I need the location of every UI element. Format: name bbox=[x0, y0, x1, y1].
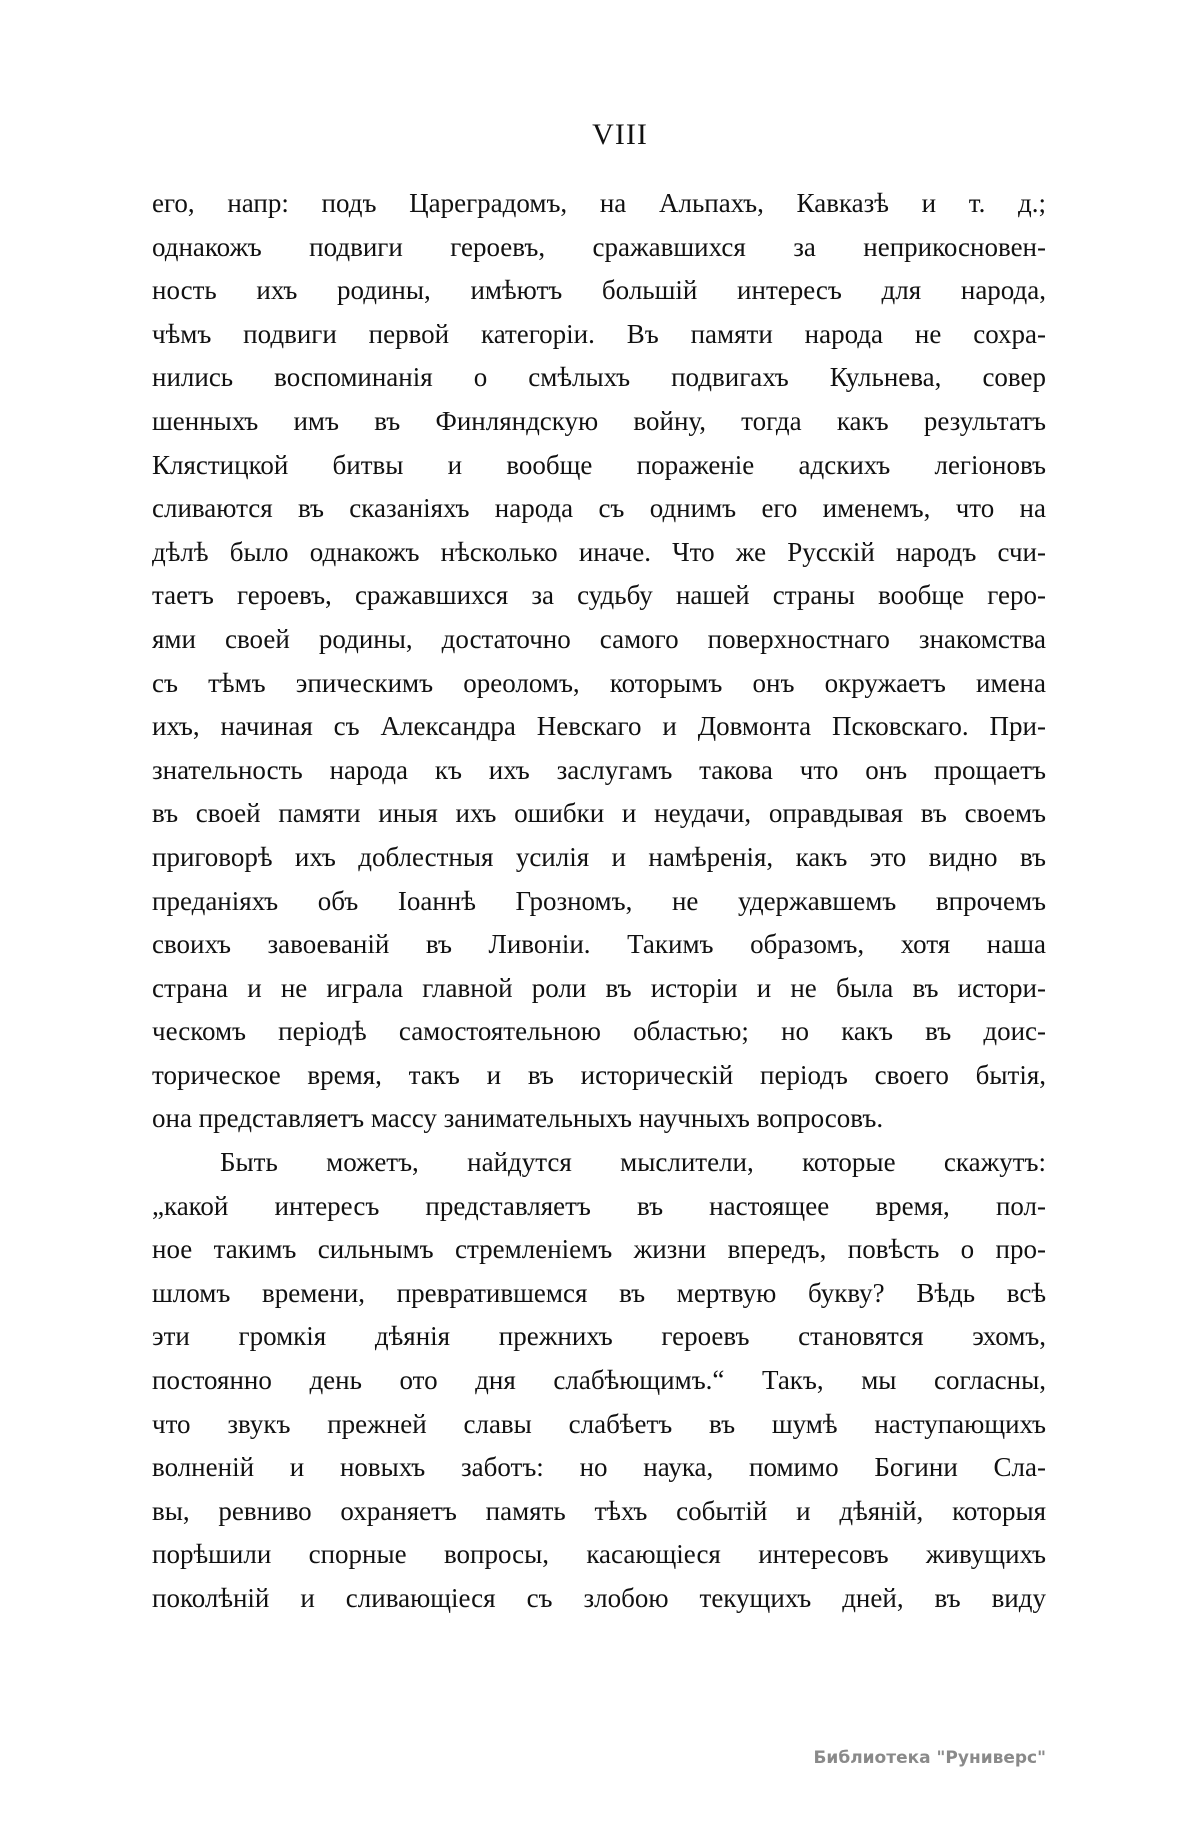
text-line: ями своей родины, достаточно самого поверхностнаго знакомства bbox=[152, 623, 1046, 654]
library-watermark: Библиотека "Руниверс" bbox=[813, 1748, 1046, 1768]
text-line: постоянно день ото дня слабѣющимъ.“ Такъ, мы согласны, bbox=[152, 1365, 1046, 1396]
text-line: ность ихъ родины, имѣютъ большiй интересъ для народа, bbox=[152, 275, 1046, 306]
text-line: преданiяхъ объ Iоаннѣ Грозномъ, не удержавшемъ впрочемъ bbox=[152, 885, 1046, 916]
text-line: шломъ времени, превратившемся въ мертвую букву? Вѣдь всѣ bbox=[152, 1277, 1046, 1308]
text-line: шенныхъ имъ въ Финляндскую войну, тогда какъ результатъ bbox=[152, 405, 1046, 436]
text-line: торическое время, такъ и въ историческiй перiодъ своего бытiя, bbox=[152, 1059, 1046, 1090]
paragraph-start-line: Быть можетъ, найдутся мыслители, которые скажутъ: bbox=[220, 1147, 1046, 1178]
page-number: VIII bbox=[592, 118, 648, 151]
text-line: таетъ героевъ, сражавшихся за судьбу нашей страны вообще геро- bbox=[152, 580, 1046, 611]
paragraph-end-line: она представляетъ массу занимательныхъ научныхъ вопросовъ. bbox=[152, 1103, 884, 1134]
text-line: ихъ, начиная съ Александра Невскаго и Довмонта Псковскаго. При- bbox=[152, 711, 1046, 742]
text-line: вы, ревниво охраняетъ память тѣхъ событiй и дѣянiй, которыя bbox=[152, 1495, 1046, 1526]
text-line: „какой интересъ представляетъ въ настоящее время, пол- bbox=[152, 1190, 1046, 1221]
body-text bbox=[152, 182, 1046, 1621]
text-line: ное такимъ сильнымъ стремленiемъ жизни впередъ, повѣсть о про- bbox=[152, 1234, 1046, 1265]
text-line: страна и не играла главной роли въ исторiи и не была въ истори- bbox=[152, 972, 1046, 1003]
text-line: волненiй и новыхъ заботъ: но наука, помимо Богини Сла- bbox=[152, 1452, 1046, 1483]
text-line: эти громкiя дѣянiя прежнихъ героевъ становятся эхомъ, bbox=[152, 1321, 1046, 1352]
text-line: поколѣнiй и сливающiеся съ злобою текущихъ дней, въ виду bbox=[152, 1583, 1046, 1613]
text-line: Клястицкой битвы и вообще пораженiе адскихъ легiоновъ bbox=[152, 449, 1046, 480]
text-line: что звукъ прежней славы слабѣетъ въ шумѣ наступающихъ bbox=[152, 1408, 1046, 1439]
text-line: приговорѣ ихъ доблестныя усилiя и намѣренiя, какъ это видно въ bbox=[152, 841, 1046, 872]
text-line: съ тѣмъ эпическимъ ореоломъ, которымъ онъ окружаетъ имена bbox=[152, 667, 1046, 698]
text-line: ческомъ перiодѣ самостоятельною областью; но какъ въ доис- bbox=[152, 1016, 1046, 1047]
text-line: сливаются въ сказанiяхъ народа съ однимъ его именемъ, что на bbox=[152, 493, 1046, 524]
text-line: однакожъ подвиги героевъ, сражавшихся за неприкосновен- bbox=[152, 231, 1046, 262]
text-line: нились воспоминанiя о смѣлыхъ подвигахъ Кульнева, совер bbox=[152, 362, 1046, 393]
text-line: въ своей памяти иныя ихъ ошибки и неудачи, оправдывая въ своемъ bbox=[152, 798, 1046, 829]
text-line: его, напр: подъ Цареградомъ, на Альпахъ, Кавказѣ и т. д.; bbox=[152, 188, 1046, 218]
text-line: своихъ завоеванiй въ Ливонiи. Такимъ образомъ, хотя наша bbox=[152, 929, 1046, 960]
text-line: порѣшили спорные вопросы, касающiеся интересовъ живущихъ bbox=[152, 1539, 1046, 1570]
text-line: знательность народа къ ихъ заслугамъ такова что онъ прощаетъ bbox=[152, 754, 1046, 785]
text-line: дѣлѣ было однакожъ нѣсколько иначе. Что же Русскiй народъ счи- bbox=[152, 536, 1046, 567]
text-line: чѣмъ подвиги первой категорiи. Въ памяти народа не сохра- bbox=[152, 318, 1046, 349]
